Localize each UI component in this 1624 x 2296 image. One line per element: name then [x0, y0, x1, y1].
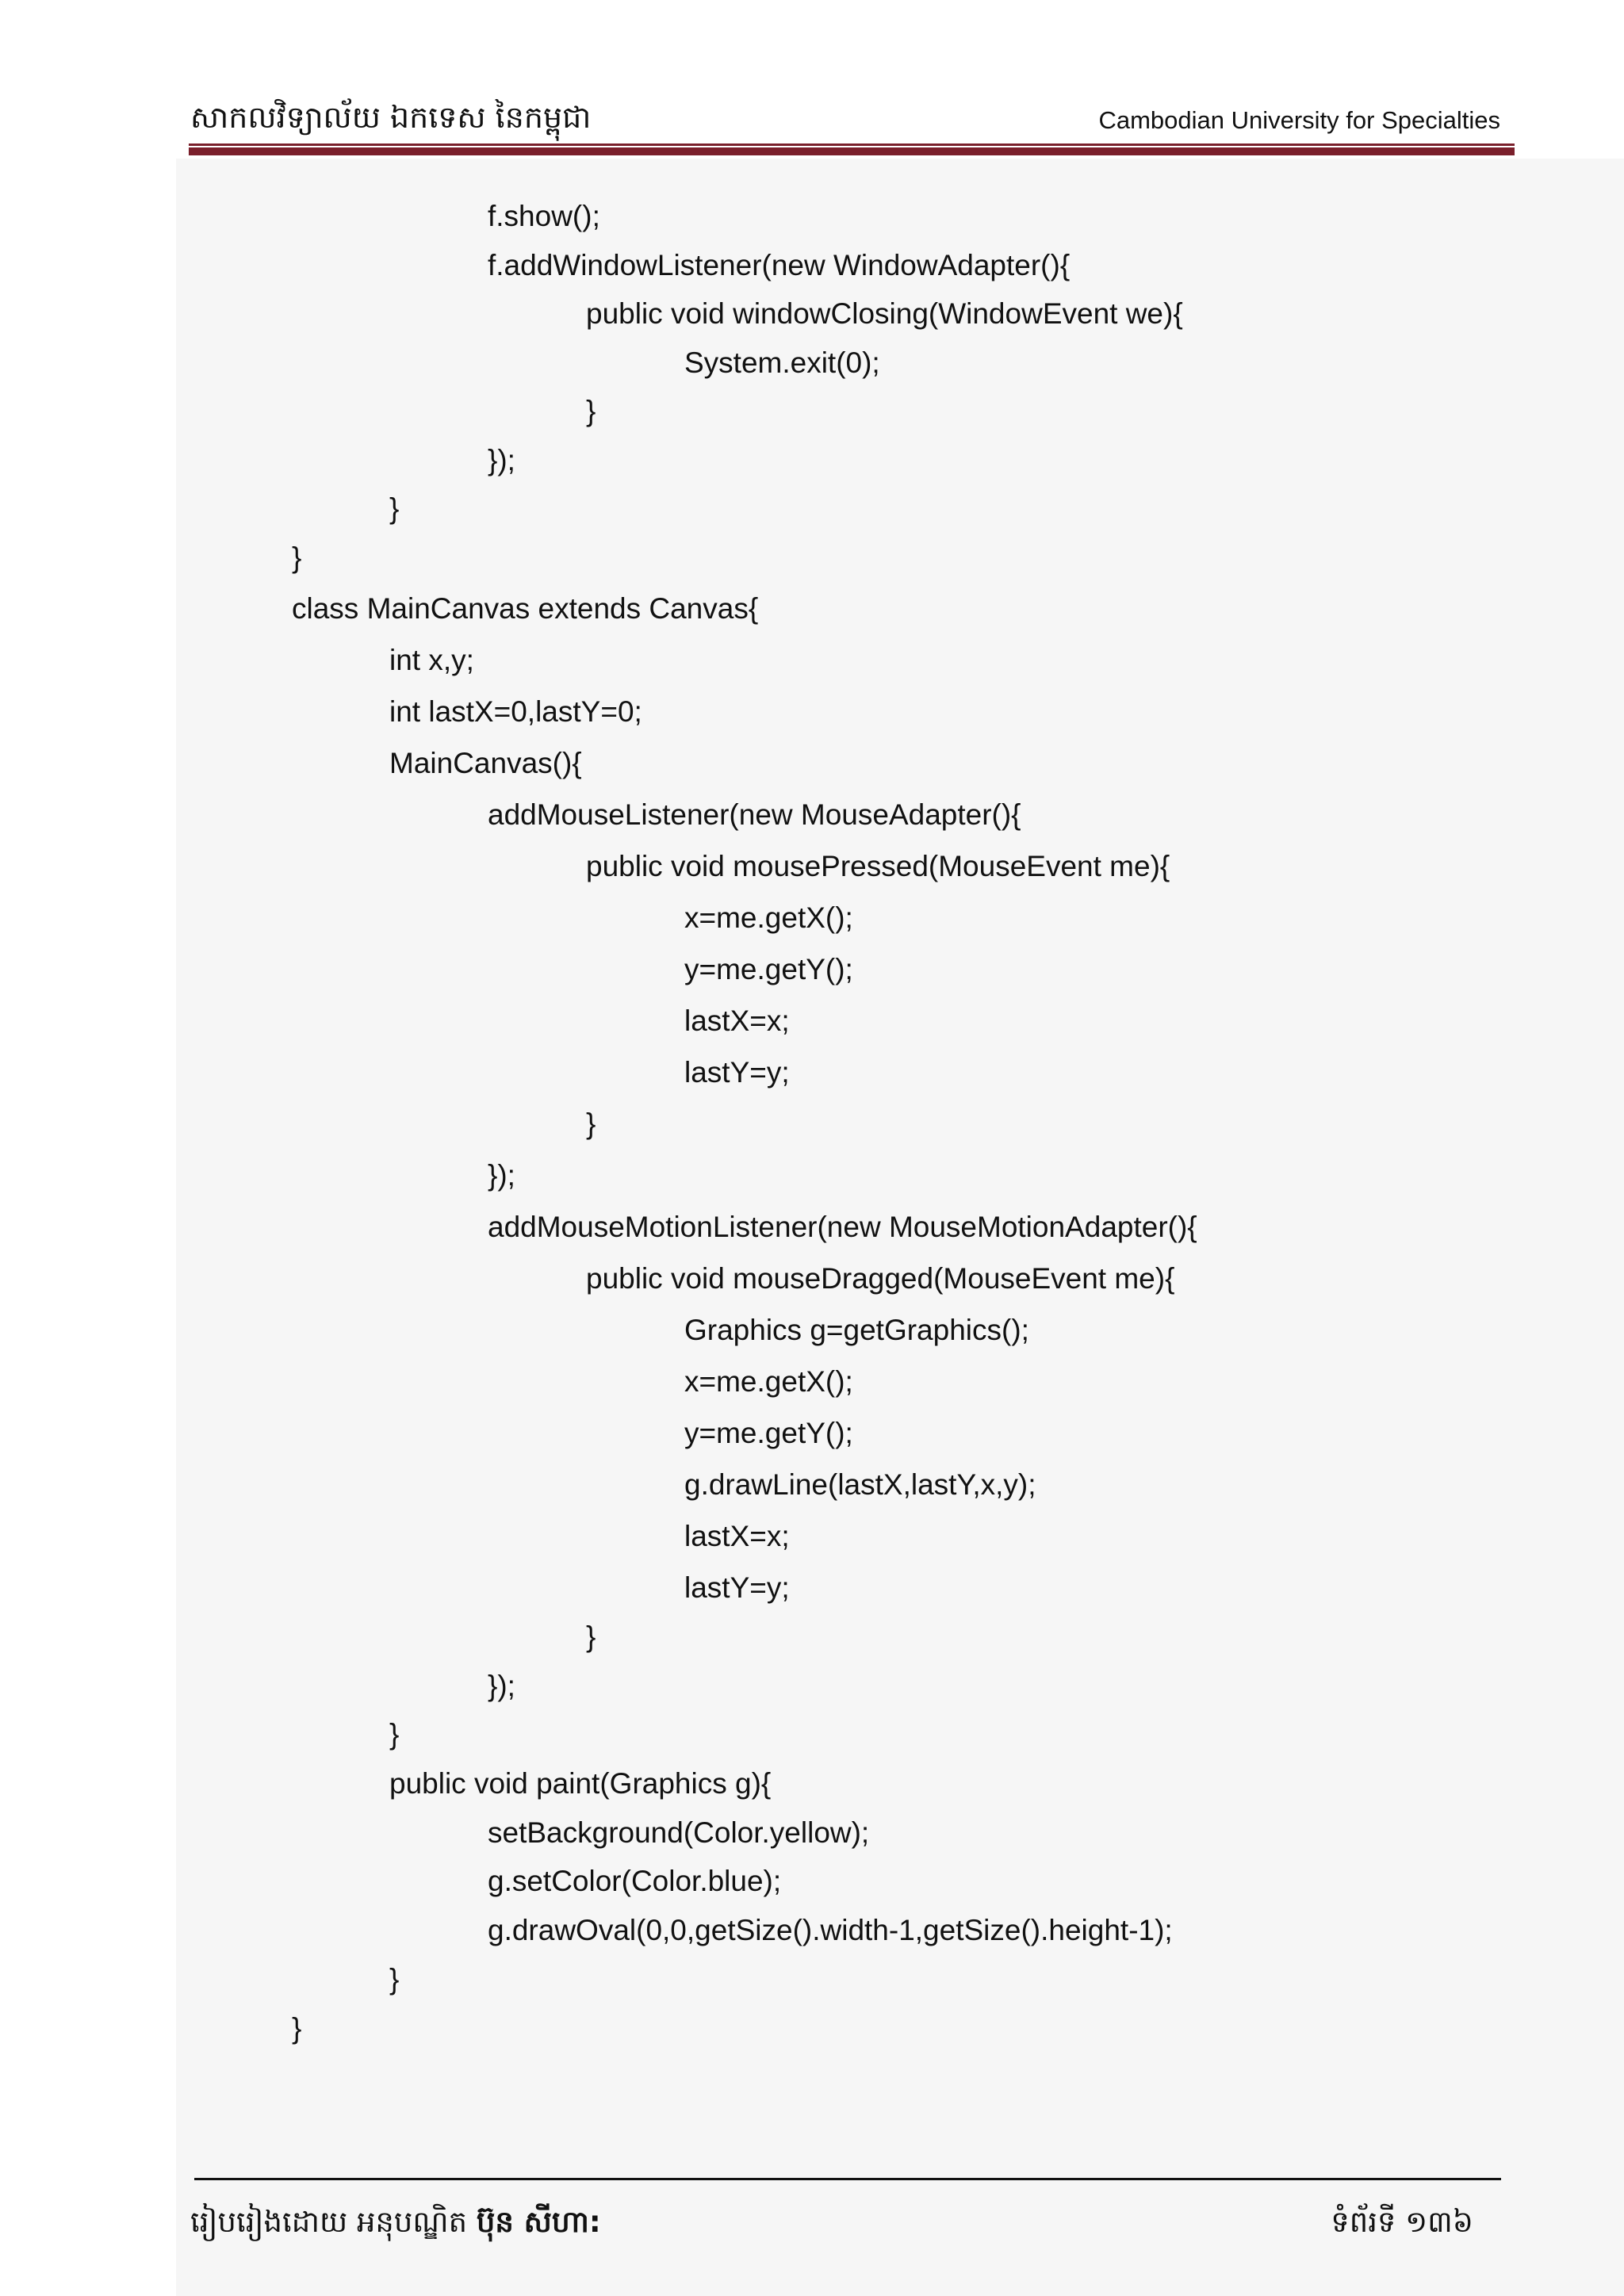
code-line: }	[292, 541, 302, 574]
code-line: }	[389, 1963, 400, 1996]
code-line: }	[586, 1621, 596, 1653]
header-university-khmer: សាកលវិទ្យាល័យ ឯកទេស នៃកម្ពុជា	[190, 100, 592, 135]
code-line: lastY=y;	[684, 1571, 790, 1604]
code-line: MainCanvas(){	[389, 747, 582, 779]
page-number: ទំព័រទី ១៣៦	[1331, 2205, 1473, 2239]
code-line: }	[292, 2012, 302, 2045]
code-line: }	[586, 1108, 596, 1140]
code-line: public void mousePressed(MouseEvent me){	[586, 850, 1170, 882]
code-line: x=me.getX();	[684, 901, 853, 934]
footer-author-prefix: រៀបរៀងដោយ អនុបណ្ឌិត	[190, 2205, 468, 2239]
code-line: lastX=x;	[684, 1520, 790, 1552]
footer-author	[190, 2204, 601, 2247]
code-line: g.setColor(Color.blue);	[488, 1865, 782, 1897]
code-line: addMouseMotionListener(new MouseMotionAdapter(){	[488, 1211, 1197, 1243]
code-line: Graphics g=getGraphics();	[684, 1314, 1029, 1346]
footer-rule	[194, 2178, 1501, 2180]
code-line: });	[488, 1670, 515, 1702]
code-line: public void paint(Graphics g){	[389, 1767, 772, 1800]
code-line: f.addWindowListener(new WindowAdapter(){	[488, 249, 1071, 281]
footer-author-name: ប៊ុន សីហា:	[476, 2205, 601, 2239]
code-line: }	[389, 492, 400, 525]
code-line: });	[488, 444, 515, 476]
code-line: g.drawOval(0,0,getSize().width-1,getSize().height-1);	[488, 1914, 1173, 1946]
code-line: public void windowClosing(WindowEvent we){	[586, 297, 1183, 330]
code-line: System.exit(0);	[684, 346, 880, 379]
code-line: int x,y;	[389, 644, 474, 676]
code-line: f.show();	[488, 200, 600, 232]
header-rule-thick	[189, 147, 1515, 155]
code-line: addMouseListener(new MouseAdapter(){	[488, 798, 1021, 831]
code-line: int lastX=0,lastY=0;	[389, 695, 642, 728]
code-line: });	[488, 1159, 515, 1192]
code-line: lastY=y;	[684, 1056, 790, 1089]
code-line: y=me.getY();	[684, 1417, 853, 1449]
code-line: setBackground(Color.yellow);	[488, 1816, 870, 1849]
code-line: class MainCanvas extends Canvas{	[292, 592, 759, 625]
code-line: lastX=x;	[684, 1004, 790, 1037]
code-line: }	[586, 395, 596, 427]
code-line: y=me.getY();	[684, 953, 853, 985]
code-line: }	[389, 1718, 400, 1751]
header-rule	[189, 144, 1515, 146]
code-line: x=me.getX();	[684, 1365, 853, 1398]
code-line: g.drawLine(lastX,lastY,x,y);	[684, 1468, 1036, 1501]
header-university-english: Cambodian University for Specialties	[1098, 106, 1500, 134]
code-line: public void mouseDragged(MouseEvent me){	[586, 1262, 1175, 1295]
